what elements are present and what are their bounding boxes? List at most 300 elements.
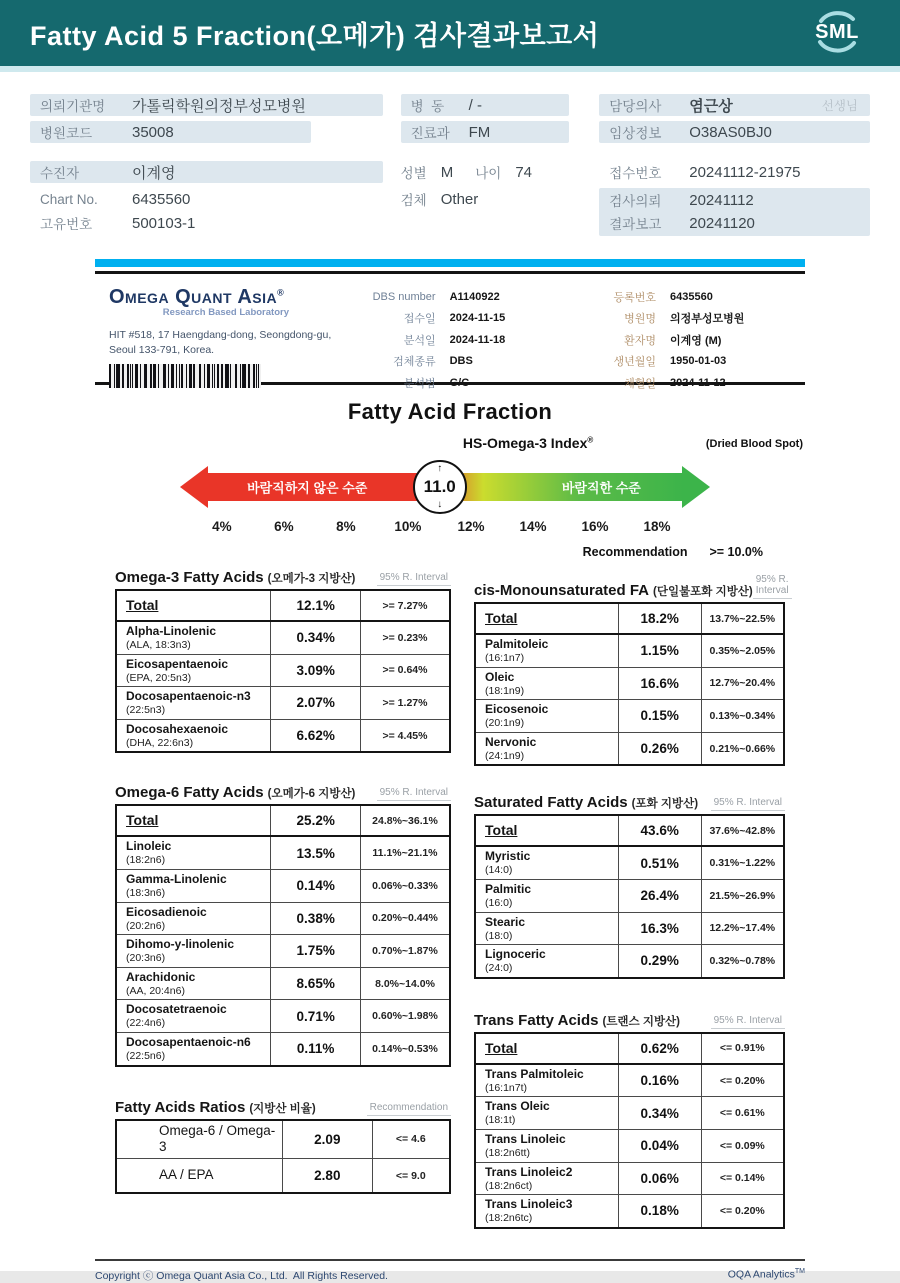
- analyte-value-cell: 0.62%: [619, 1034, 702, 1063]
- analyte-name-cell: [476, 880, 619, 912]
- clinical-label: 임상정보: [609, 126, 662, 141]
- analyte-name: Total: [485, 822, 518, 839]
- chart-no-row: [30, 188, 383, 210]
- analyte-formula: (18:2n6tt): [485, 1146, 530, 1159]
- table-row: [476, 880, 783, 913]
- analyte-formula: (22:5n3): [126, 704, 166, 717]
- analyte-interval-cell: 0.60%~1.98%: [372, 1010, 438, 1023]
- analyte-value-cell: 2.80: [283, 1159, 373, 1192]
- ward-label: 병 동: [410, 99, 445, 114]
- analyte-name-cell: [117, 1033, 271, 1065]
- oqa-sublabel: Research Based Laboratory: [162, 307, 289, 318]
- analyte-name: Oleic: [485, 669, 515, 684]
- svg-text:SML: SML: [815, 20, 859, 43]
- analyte-name-cell: [117, 1000, 271, 1032]
- analyte-name: Total: [126, 812, 159, 829]
- dept-value: FM: [468, 123, 491, 141]
- analyte-value-cell: 2.07%: [271, 687, 361, 719]
- specimen-value: Other: [440, 190, 479, 208]
- analyte-formula: (18:2n6tc): [485, 1212, 533, 1225]
- field-value: 의정부성모병원: [670, 313, 745, 326]
- analyte-formula: (20:3n6): [126, 952, 166, 965]
- analyte-name-cell: [117, 622, 271, 654]
- oqa-address: [109, 328, 342, 358]
- analyte-name: Docosapentaenoic-n6: [126, 1034, 251, 1049]
- index-label-text: HS-Omega-3 Index: [462, 435, 588, 451]
- saturated-header: [474, 794, 785, 811]
- omega6-table: [115, 804, 451, 1066]
- patient-info-middle: [401, 94, 570, 239]
- analyte-value-cell: 2.09: [283, 1121, 373, 1159]
- analyte-formula: (24:0): [485, 962, 513, 975]
- analyte-name: Palmitoleic: [485, 637, 549, 651]
- hospital-code-value: 35008: [132, 123, 174, 141]
- oqa-address-line1: HIT #518, 17 Haengdang-dong, Seongdong-gu,: [109, 329, 332, 341]
- analyte-name-cell: [476, 668, 619, 700]
- table-row: [476, 945, 783, 977]
- omega3-header: [115, 569, 451, 586]
- analyte-interval-cell: <= 0.91%: [719, 1042, 765, 1055]
- receipt-label: 접수번호: [609, 166, 662, 181]
- tick-label: 18%: [643, 519, 671, 534]
- hs-omega3-index-label: [463, 435, 593, 451]
- saturated-section: [474, 794, 785, 978]
- field-label: 생년월일: [613, 356, 657, 369]
- analyte-name: Trans Palmitoleic: [485, 1066, 584, 1081]
- analyte-name-cell: [117, 655, 271, 687]
- analyte-formula: (ALA, 18:3n3): [126, 639, 191, 651]
- analyte-value-cell: 18.2%: [619, 604, 702, 633]
- sex-age-row: [401, 161, 570, 183]
- analyte-value-cell: 1.75%: [271, 935, 361, 967]
- table-row: [117, 1033, 449, 1065]
- dept-label: 진료과: [410, 126, 450, 141]
- analyte-interval-cell: 0.31%~1.22%: [709, 857, 776, 870]
- analyte-name: Total: [126, 596, 159, 613]
- cyan-divider: [95, 259, 805, 267]
- analyte-name: Trans Linoleic2: [485, 1164, 573, 1179]
- field-row: [348, 308, 592, 330]
- analyte-interval-cell: 12.7%~20.4%: [709, 677, 776, 690]
- table-row: [476, 1163, 783, 1196]
- doctor-row: [599, 94, 870, 116]
- cis-mono-interval-note: 95% R. Interval: [753, 574, 792, 599]
- analyte-name: Alpha-Linolenic: [126, 624, 216, 638]
- table-row: [476, 604, 783, 635]
- trans-header: [474, 1012, 785, 1029]
- cis-mono-header: [474, 574, 789, 599]
- tables-area: [95, 569, 805, 1229]
- analyte-interval-cell: 12.2%~17.4%: [709, 922, 776, 935]
- analyte-value-cell: 0.71%: [271, 1000, 361, 1032]
- analyte-value-cell: 0.16%: [619, 1065, 702, 1097]
- field-row: [348, 329, 592, 351]
- analyte-interval-cell: 0.70%~1.87%: [372, 944, 438, 957]
- field-row: [348, 372, 592, 394]
- table-row: [476, 847, 783, 880]
- table-row: [476, 733, 783, 765]
- analyte-name-cell: [117, 935, 271, 967]
- patient-name-row: [30, 161, 383, 183]
- field-label: 채혈일: [624, 377, 657, 390]
- field-label: 분석법: [403, 377, 436, 390]
- analyte-name: Total: [485, 1039, 518, 1056]
- analyte-formula: (22:4n6): [126, 1017, 166, 1030]
- analyte-interval-cell: >= 0.64%: [382, 664, 428, 677]
- table-row: [117, 806, 449, 837]
- age-label: 나이: [475, 166, 502, 181]
- analyte-formula: (20:1n9): [485, 717, 525, 730]
- analyte-value-cell: 1.15%: [619, 635, 702, 667]
- trans-title: Trans Fatty Acids: [474, 1011, 599, 1029]
- index-row: [95, 435, 805, 455]
- recommendation-label: Recommendation: [582, 545, 688, 559]
- analyte-interval-cell: <= 0.09%: [719, 1139, 765, 1152]
- analyte-value-cell: 0.29%: [619, 945, 702, 977]
- brand-text: OQA Analytics: [727, 1268, 795, 1281]
- analyte-name: Docosatetraenoic: [126, 1002, 227, 1017]
- analyte-interval-cell: >= 0.23%: [382, 631, 428, 644]
- omega6-section: [115, 784, 451, 1066]
- uid-label: 고유번호: [40, 217, 93, 232]
- omega6-subtitle: (오메가-6 지방산): [267, 788, 356, 801]
- trans-section: [474, 1012, 785, 1229]
- page-title: Fatty Acid 5 Fraction(오메가) 검사결과보고서: [30, 20, 600, 51]
- analyte-name-cell: [476, 1163, 619, 1195]
- analyte-interval-cell: 8.0%~14.0%: [375, 977, 435, 990]
- tick-label: 8%: [336, 519, 356, 534]
- analyte-formula: (22:5n6): [126, 1049, 166, 1062]
- field-row: [594, 372, 801, 394]
- field-value: G/C: [449, 376, 470, 389]
- omega6-title: Omega-6 Fatty Acids: [115, 784, 264, 802]
- analyte-name-cell: [476, 700, 619, 732]
- tick-label: 6%: [274, 519, 294, 534]
- table-row: [476, 668, 783, 701]
- omega6-interval-note: 95% R. Interval: [377, 787, 451, 801]
- analyte-formula: (16:1n7t): [485, 1081, 528, 1094]
- analyte-formula: (16:0): [485, 896, 513, 909]
- patient-info-left: [30, 94, 383, 239]
- ratios-section: [115, 1099, 451, 1195]
- ratios-title: Fatty Acids Ratios: [115, 1098, 246, 1116]
- table-row: [476, 1097, 783, 1130]
- analyte-name-cell: [476, 604, 619, 633]
- report-title: Fatty Acid Fraction: [347, 399, 553, 424]
- table-row: [117, 1000, 449, 1033]
- trans-subtitle: (트랜스 지방산): [602, 1015, 680, 1028]
- sex-value: M: [440, 163, 454, 181]
- table-row: [117, 870, 449, 903]
- patient-name-label: 수진자: [40, 166, 80, 181]
- analyte-interval-cell: >= 1.27%: [382, 696, 428, 709]
- analyte-formula: (18:2n6): [126, 854, 166, 867]
- app-header: [0, 0, 900, 72]
- table-row: [117, 622, 449, 655]
- analyte-value-cell: 0.11%: [271, 1033, 361, 1065]
- desirable-zone-label: 바람직한 수준: [561, 480, 641, 496]
- analyte-value-cell: 16.3%: [619, 913, 702, 945]
- oqa-logo-block: [109, 286, 342, 374]
- ward-row: [401, 94, 570, 116]
- analyte-interval-cell: <= 0.20%: [719, 1204, 765, 1217]
- analyte-formula: (18:0): [485, 929, 513, 942]
- analyte-name-cell: [117, 1121, 283, 1159]
- tick-label: 10%: [394, 519, 422, 534]
- table-row: [117, 968, 449, 1001]
- oqa-fields-right: [594, 286, 801, 390]
- request-label: 검사의뢰: [609, 194, 662, 209]
- request-result-box: [599, 188, 870, 236]
- field-value: 2024-11-12: [670, 376, 726, 389]
- analyte-name: Gamma-Linolenic: [126, 871, 227, 886]
- lab-report: [95, 259, 805, 1283]
- index-value-marker: [413, 460, 467, 514]
- oqa-header: [95, 271, 805, 390]
- analyte-name-cell: [476, 1195, 619, 1227]
- analyte-name-cell: [476, 847, 619, 879]
- analyte-value-cell: 0.15%: [619, 700, 702, 732]
- analyte-name-cell: [117, 591, 271, 620]
- analyte-name-cell: [476, 733, 619, 765]
- table-row: [117, 655, 449, 688]
- analyte-value-cell: 0.26%: [619, 733, 702, 765]
- analyte-value-cell: 0.14%: [271, 870, 361, 902]
- trademark-mark: TM: [794, 1267, 805, 1275]
- analyte-interval-cell: 21.5%~26.9%: [709, 889, 776, 902]
- analyte-name: Trans Linoleic3: [485, 1197, 573, 1212]
- index-registered-mark: ®: [587, 435, 594, 445]
- analyte-name-cell: [476, 816, 619, 845]
- oqa-analytics-brand: [728, 1268, 805, 1283]
- sml-logo-icon: [808, 2, 866, 65]
- age-value: 74: [515, 163, 533, 181]
- analyte-value-cell: 16.6%: [619, 668, 702, 700]
- analyte-value-cell: 25.2%: [271, 806, 361, 835]
- patient-name-value: 이계영: [132, 164, 176, 182]
- clinical-row: [599, 121, 870, 143]
- analyte-name-cell: [476, 1034, 619, 1063]
- analyte-name: Eicosapentaenoic: [126, 656, 229, 671]
- field-value: 2024-11-18: [449, 333, 506, 346]
- saturated-table: [474, 814, 785, 978]
- omega3-subtitle: (오메가-3 지방산): [267, 573, 356, 585]
- field-row: [594, 308, 801, 330]
- report-footer: [95, 1259, 805, 1283]
- analyte-name-cell: [476, 635, 619, 667]
- uid-value: 500103-1: [132, 214, 196, 232]
- oqa-address-line2: Seoul 133-791, Korea.: [109, 344, 215, 357]
- ratios-table: [115, 1119, 451, 1195]
- table-row: [476, 913, 783, 946]
- analyte-interval-cell: <= 9.0: [395, 1169, 426, 1182]
- patient-info: [0, 94, 900, 239]
- ratios-recommendation-note: Recommendation: [367, 1102, 451, 1116]
- field-value: 1950-01-03: [670, 355, 727, 368]
- analyte-name-cell: [117, 903, 271, 935]
- analyte-interval-cell: 0.35%~2.05%: [709, 644, 776, 657]
- omega3-title: Omega-3 Fatty Acids: [115, 569, 264, 586]
- analyte-name: Total: [485, 609, 518, 626]
- analyte-name: AA / EPA: [159, 1167, 214, 1183]
- analyte-interval-cell: 24.8%~36.1%: [372, 814, 438, 827]
- uid-row: [30, 212, 383, 234]
- analyte-name: Eicosadienoic: [126, 904, 207, 919]
- analyte-interval-cell: 11.1%~21.1%: [372, 847, 438, 860]
- clinical-value: O38AS0BJ0: [689, 123, 772, 141]
- request-value: 20241112: [689, 191, 754, 209]
- analyte-name: Docosapentaenoic-n3: [126, 689, 251, 704]
- oqa-logo: [109, 286, 342, 309]
- result-row: [599, 212, 870, 234]
- oqa-logo-text: Omega Quant Asia: [109, 286, 278, 308]
- omega6-header: [115, 784, 451, 801]
- analyte-name: Dihomo-y-linolenic: [126, 937, 234, 952]
- request-row: [599, 189, 870, 211]
- analyte-value-cell: 0.06%: [619, 1163, 702, 1195]
- analyte-name-cell: [476, 945, 619, 977]
- table-row: [476, 816, 783, 847]
- field-value: DBS: [449, 355, 473, 368]
- analyte-name: Docosahexaenoic: [126, 721, 229, 736]
- analyte-name: Trans Linoleic: [485, 1131, 566, 1146]
- chart-no-value: 6435560: [132, 190, 191, 208]
- doctor-label: 담당의사: [609, 99, 662, 114]
- cis-mono-title: cis-Monounsaturated FA: [474, 582, 650, 599]
- field-label: 검체종류: [393, 356, 436, 369]
- field-value: 6435560: [670, 290, 713, 303]
- oqa-fields-left: [348, 286, 592, 390]
- omega3-index-gauge: [180, 459, 710, 515]
- receipt-value: 20241112-21975: [689, 163, 801, 181]
- analyte-name-cell: [117, 720, 271, 752]
- analyte-interval-cell: 0.13%~0.34%: [709, 709, 776, 722]
- analyte-formula: (24:1n9): [485, 749, 525, 762]
- analyte-name-cell: [117, 687, 271, 719]
- analyte-name: Stearic: [485, 914, 526, 929]
- sex-label: 성별: [400, 166, 427, 181]
- analyte-name: Lignoceric: [485, 947, 546, 962]
- table-row: [117, 1159, 449, 1192]
- ward-value: / -: [468, 96, 482, 114]
- analyte-formula: (18:1t): [485, 1114, 516, 1127]
- registered-mark: ®: [277, 287, 285, 298]
- org-row: [30, 94, 383, 116]
- saturated-title: Saturated Fatty Acids: [474, 794, 628, 812]
- analyte-formula: (DHA, 22:6n3): [126, 736, 194, 749]
- barcode: [109, 364, 261, 388]
- field-row: [594, 329, 801, 351]
- table-row: [117, 687, 449, 720]
- analyte-value-cell: 13.5%: [271, 837, 361, 869]
- doctor-suffix: 선생님: [821, 99, 858, 113]
- org-value: 가톨릭학원의정부성모병원: [132, 97, 306, 115]
- field-label: 분석일: [403, 334, 436, 347]
- analyte-value-cell: 8.65%: [271, 968, 361, 1000]
- gauge-scale: [180, 519, 710, 537]
- analyte-name-cell: [476, 1097, 619, 1129]
- field-label: DBS number: [372, 290, 436, 303]
- analyte-interval-cell: <= 4.6: [395, 1133, 426, 1146]
- recommendation-value: >= 10.0%: [709, 545, 763, 559]
- tick-label: 12%: [457, 519, 485, 534]
- tables-right-column: [474, 569, 789, 1229]
- analyte-name-cell: [117, 870, 271, 902]
- ratios-header: [115, 1099, 451, 1116]
- analyte-interval-cell: 13.7%~22.5%: [709, 612, 776, 625]
- cis-mono-section: [474, 574, 789, 766]
- analyte-name: Omega-6 / Omega-3: [159, 1122, 276, 1155]
- analyte-name-cell: [117, 1159, 283, 1192]
- analyte-name-cell: [476, 1130, 619, 1162]
- table-row: [117, 720, 449, 752]
- analyte-formula: (18:2n6ct): [485, 1179, 533, 1192]
- analyte-interval-cell: 0.14%~0.53%: [372, 1042, 438, 1055]
- org-label: 의뢰기관명: [40, 99, 106, 114]
- chart-no-label: Chart No.: [40, 191, 98, 207]
- analyte-value-cell: 12.1%: [271, 591, 361, 620]
- analyte-interval-cell: >= 4.45%: [382, 729, 428, 742]
- table-row: [476, 1065, 783, 1098]
- field-row: [594, 351, 801, 373]
- omega3-interval-note: 95% R. Interval: [377, 572, 451, 586]
- analyte-name: Linoleic: [126, 839, 172, 854]
- table-row: [117, 837, 449, 870]
- tick-label: 4%: [212, 519, 232, 534]
- patient-info-right: [599, 94, 870, 239]
- analyte-formula: (EPA, 20:5n3): [126, 671, 192, 684]
- up-arrow-icon: ↑: [437, 463, 443, 474]
- cis-mono-subtitle: (단일불포화 지방산): [653, 586, 753, 598]
- hospital-code-label: 병원코드: [40, 126, 93, 141]
- tick-label: 16%: [581, 519, 609, 534]
- field-label: 병원명: [624, 313, 657, 326]
- analyte-formula: (16:1n7): [485, 652, 525, 664]
- dried-blood-spot-note: (Dried Blood Spot): [705, 438, 803, 450]
- hospital-code-row: [30, 121, 311, 143]
- analyte-value-cell: 0.34%: [619, 1097, 702, 1129]
- analyte-value-cell: 0.34%: [271, 622, 361, 654]
- analyte-formula: (20:2n6): [126, 919, 166, 932]
- saturated-interval-note: 95% R. Interval: [711, 797, 785, 811]
- receipt-row: [599, 161, 870, 183]
- omega3-section: [115, 569, 451, 753]
- omega3-table: [115, 589, 451, 753]
- field-value: 2024-11-15: [449, 312, 506, 325]
- specimen-row: [401, 188, 570, 210]
- analyte-name-cell: [117, 806, 271, 835]
- analyte-interval-cell: 0.20%~0.44%: [372, 912, 438, 925]
- analyte-name: Eicosenoic: [485, 702, 549, 717]
- table-row: [476, 700, 783, 733]
- field-value: 이계영 (M): [670, 334, 722, 347]
- analyte-formula: (18:3n6): [126, 886, 166, 899]
- analyte-interval-cell: 0.21%~0.66%: [709, 742, 776, 755]
- analyte-value-cell: 6.62%: [271, 720, 361, 752]
- analyte-interval-cell: 37.6%~42.8%: [709, 824, 776, 837]
- analyte-value-cell: 0.04%: [619, 1130, 702, 1162]
- cis-mono-table: [474, 602, 785, 766]
- field-value: A1140922: [449, 290, 500, 303]
- analyte-value-cell: 26.4%: [619, 880, 702, 912]
- trans-table: [474, 1032, 785, 1229]
- gauge-right-arrowhead-icon: [682, 466, 710, 508]
- analyte-value-cell: 3.09%: [271, 655, 361, 687]
- analyte-value-cell: 0.38%: [271, 903, 361, 935]
- analyte-formula: (14:0): [485, 864, 513, 877]
- analyte-name: Nervonic: [485, 734, 537, 749]
- undesirable-zone-label: 바람직하지 않은 수준: [247, 480, 368, 496]
